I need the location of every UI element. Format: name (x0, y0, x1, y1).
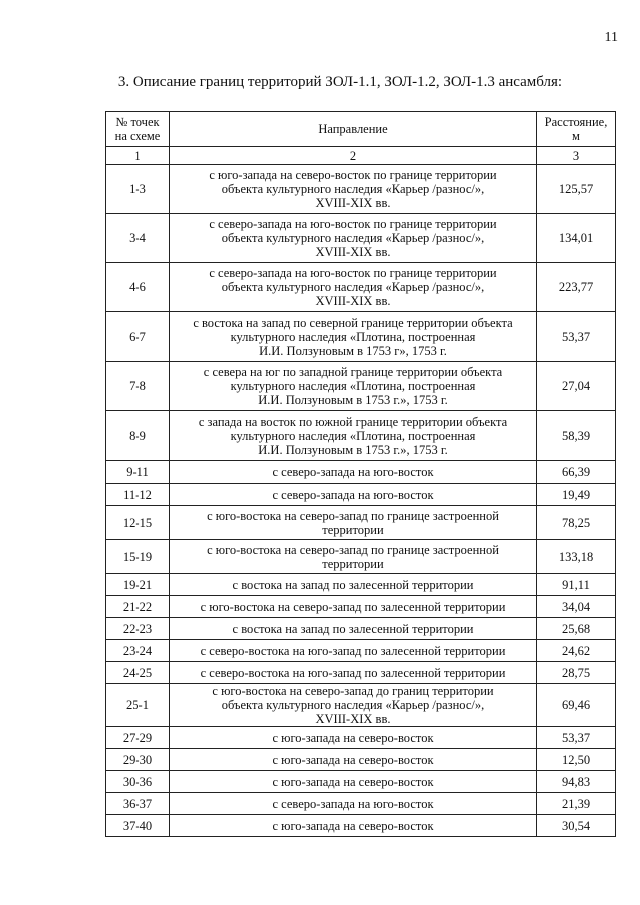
direction-cell: с юго-востока на северо-запад по границе застроенной территории (170, 506, 537, 540)
table-row (106, 815, 616, 837)
column-number-row (106, 147, 616, 165)
distance-cell: 58,39 (537, 411, 616, 461)
distance-cell: 34,04 (537, 596, 616, 618)
page-number: 11 (604, 30, 618, 45)
distance-cell: 223,77 (537, 263, 616, 312)
distance-cell: 24,62 (537, 640, 616, 662)
point-range-cell: 11-12 (106, 484, 170, 506)
distance-cell: 66,39 (537, 461, 616, 484)
direction-cell: с юго-запада на северо-восток (170, 815, 537, 837)
point-range-cell: 36-37 (106, 793, 170, 815)
point-range-cell: 21-22 (106, 596, 170, 618)
table-row (106, 540, 616, 574)
distance-cell: 21,39 (537, 793, 616, 815)
distance-cell: 30,54 (537, 815, 616, 837)
distance-cell: 91,11 (537, 574, 616, 596)
distance-cell: 19,49 (537, 484, 616, 506)
direction-cell: с северо-запада на юго-восток по границе территории объекта культурного наследия «Карьер /разнос/», XVIII-XIX вв. (170, 263, 537, 312)
distance-cell: 134,01 (537, 214, 616, 263)
point-range-cell: 19-21 (106, 574, 170, 596)
point-range-cell: 25-1 (106, 684, 170, 727)
table-row (106, 684, 616, 727)
boundary-table (105, 111, 616, 837)
distance-cell: 69,46 (537, 684, 616, 727)
table-row (106, 771, 616, 793)
direction-cell: с северо-запада на юго-восток (170, 461, 537, 484)
table-row (106, 312, 616, 362)
direction-cell: с запада на восток по южной границе территории объекта культурного наследия «Плотина, построенная И.И. Ползуновым в 1753 г.», 1753 г. (170, 411, 537, 461)
table-row (106, 662, 616, 684)
point-range-cell: 9-11 (106, 461, 170, 484)
table-row (106, 793, 616, 815)
point-range-cell: 15-19 (106, 540, 170, 574)
point-range-cell: 22-23 (106, 618, 170, 640)
header-points: № точек на схеме (106, 112, 170, 147)
distance-cell: 27,04 (537, 362, 616, 411)
direction-cell: с юго-востока на северо-запад до границ территории объекта культурного наследия «Карьер /разнос/», XVIII-XIX вв. (170, 684, 537, 727)
header-direction: Направление (170, 112, 537, 147)
point-range-cell: 23-24 (106, 640, 170, 662)
table-row (106, 506, 616, 540)
distance-cell: 25,68 (537, 618, 616, 640)
table-row (106, 574, 616, 596)
distance-cell: 28,75 (537, 662, 616, 684)
distance-cell: 78,25 (537, 506, 616, 540)
direction-cell: с северо-запада на юго-восток по границе территории объекта культурного наследия «Карьер /разнос/», XVIII-XIX вв. (170, 214, 537, 263)
point-range-cell: 4-6 (106, 263, 170, 312)
direction-cell: с юго-запада на северо-восток (170, 749, 537, 771)
table-row (106, 484, 616, 506)
table-row (106, 411, 616, 461)
distance-cell: 12,50 (537, 749, 616, 771)
table-row (106, 727, 616, 749)
direction-cell: с юго-востока на северо-запад по границе застроенной территории (170, 540, 537, 574)
point-range-cell: 29-30 (106, 749, 170, 771)
direction-cell: с северо-востока на юго-запад по залесенной территории (170, 640, 537, 662)
point-range-cell: 24-25 (106, 662, 170, 684)
point-range-cell: 37-40 (106, 815, 170, 837)
direction-cell: с юго-запада на северо-восток по границе территории объекта культурного наследия «Карьер /разнос/», XVIII-XIX вв. (170, 165, 537, 214)
point-range-cell: 30-36 (106, 771, 170, 793)
table-row (106, 362, 616, 411)
table-row (106, 596, 616, 618)
direction-cell: с северо-запада на юго-восток (170, 793, 537, 815)
direction-cell: с северо-востока на юго-запад по залесенной территории (170, 662, 537, 684)
column-number: 3 (537, 147, 616, 165)
direction-cell: с северо-запада на юго-восток (170, 484, 537, 506)
distance-cell: 125,57 (537, 165, 616, 214)
table-row (106, 640, 616, 662)
direction-cell: с юго-востока на северо-запад по залесенной территории (170, 596, 537, 618)
distance-cell: 94,83 (537, 771, 616, 793)
column-number: 1 (106, 147, 170, 165)
direction-cell: с севера на юг по западной границе территории объекта культурного наследия «Плотина, построенная И.И. Ползуновым в 1753 г.», 1753 г. (170, 362, 537, 411)
section-heading: 3. Описание границ территорий ЗОЛ-1.1, ЗОЛ-1.2, ЗОЛ-1.3 ансамбля: (117, 74, 563, 90)
table-row (106, 749, 616, 771)
point-range-cell: 6-7 (106, 312, 170, 362)
distance-cell: 133,18 (537, 540, 616, 574)
direction-cell: с юго-запада на северо-восток (170, 727, 537, 749)
direction-cell: с востока на запад по залесенной территории (170, 574, 537, 596)
point-range-cell: 27-29 (106, 727, 170, 749)
table-row (106, 165, 616, 214)
table-header-row (106, 112, 616, 147)
direction-cell: с востока на запад по залесенной территории (170, 618, 537, 640)
direction-cell: с востока на запад по северной границе территории объекта культурного наследия «Плотина, построенная И.И. Ползуновым в 1753 г», 1753 г. (170, 312, 537, 362)
point-range-cell: 1-3 (106, 165, 170, 214)
point-range-cell: 3-4 (106, 214, 170, 263)
direction-cell: с юго-запада на северо-восток (170, 771, 537, 793)
distance-cell: 53,37 (537, 727, 616, 749)
table-row (106, 214, 616, 263)
column-number: 2 (170, 147, 537, 165)
distance-cell: 53,37 (537, 312, 616, 362)
point-range-cell: 8-9 (106, 411, 170, 461)
table-row (106, 263, 616, 312)
table-row (106, 618, 616, 640)
point-range-cell: 12-15 (106, 506, 170, 540)
table-body (106, 165, 616, 837)
point-range-cell: 7-8 (106, 362, 170, 411)
table-row (106, 461, 616, 484)
header-distance: Расстояние, м (537, 112, 616, 147)
